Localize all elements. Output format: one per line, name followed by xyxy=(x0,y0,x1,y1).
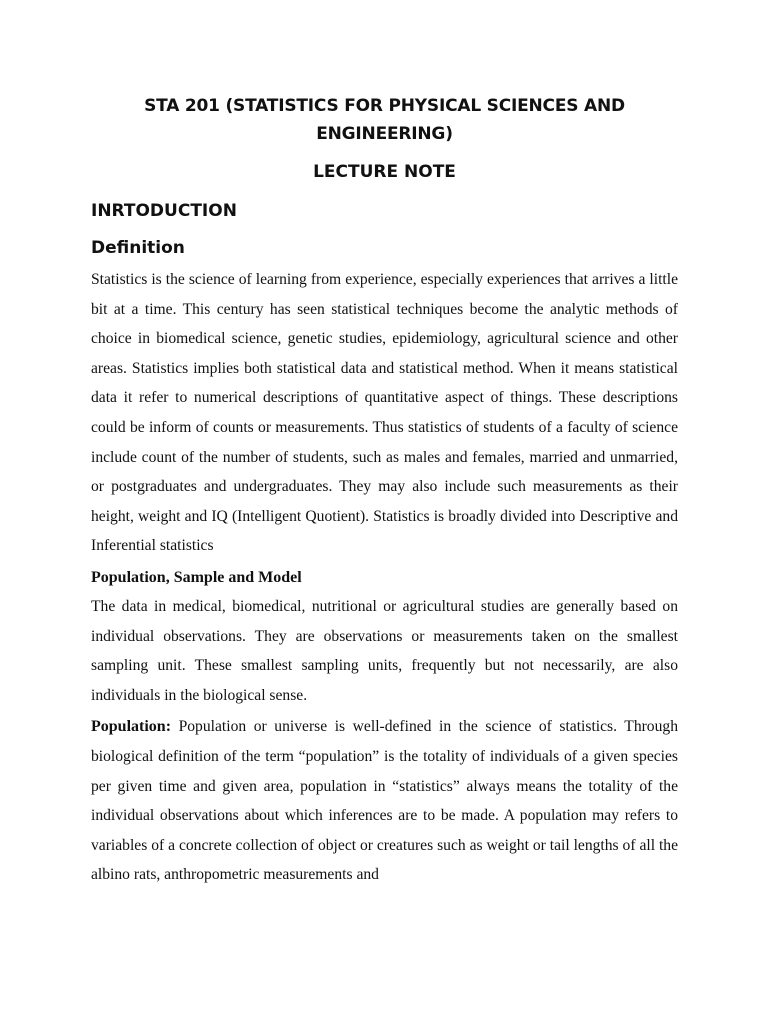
definition-heading: Definition xyxy=(91,238,185,258)
document-page xyxy=(91,92,678,890)
population-text: Population or universe is well-defined in the science of statistics. Through biological definition of the term “population” is the totality of individuals of a given species per given time and given area, population in “statistics” always means the totality of the individual observations about which inferences are to be made. A population may refers to variables of a concrete collection of object or creatures such as weight or tail lengths of all the albino rats, anthropometric measurements and xyxy=(91,718,678,884)
population-sample-heading: Population, Sample and Model xyxy=(91,568,302,586)
population-term: Population: xyxy=(91,718,172,736)
definition-paragraph: Statistics is the science of learning from experience, especially experiences that arrives a little bit at a time. This century has seen statistical techniques become the analytic methods of choice in biomedical science, genetic studies, epidemiology, agricultural science and other areas. Statistics implies both statistical data and statistical method. When it means statistical data it refer to numerical descriptions of quantitative aspect of things. These descriptions could be inform of counts or measurements. Thus statistics of students of a faculty of science include count of the number of students, such as males and females, married and unmarried, or postgraduates and undergraduates. They may also include such measurements as their height, weight and IQ (Intelligent Quotient). Statistics is broadly divided into Descriptive and Inferential statistics xyxy=(91,271,678,555)
document-subtitle: LECTURE NOTE xyxy=(313,162,456,182)
document-title: STA 201 (STATISTICS FOR PHYSICAL SCIENCES AND ENGINEERING) xyxy=(144,96,625,144)
population-paragraph xyxy=(91,712,678,890)
population-sample-paragraph: The data in medical, biomedical, nutritional or agricultural studies are generally based on individual observations. They are observations or measurements taken on the smallest sampling unit. These smallest sampling units, frequently but not necessarily, are also individuals in the biological sense. xyxy=(91,597,678,704)
section-heading: INRTODUCTION xyxy=(91,201,237,221)
